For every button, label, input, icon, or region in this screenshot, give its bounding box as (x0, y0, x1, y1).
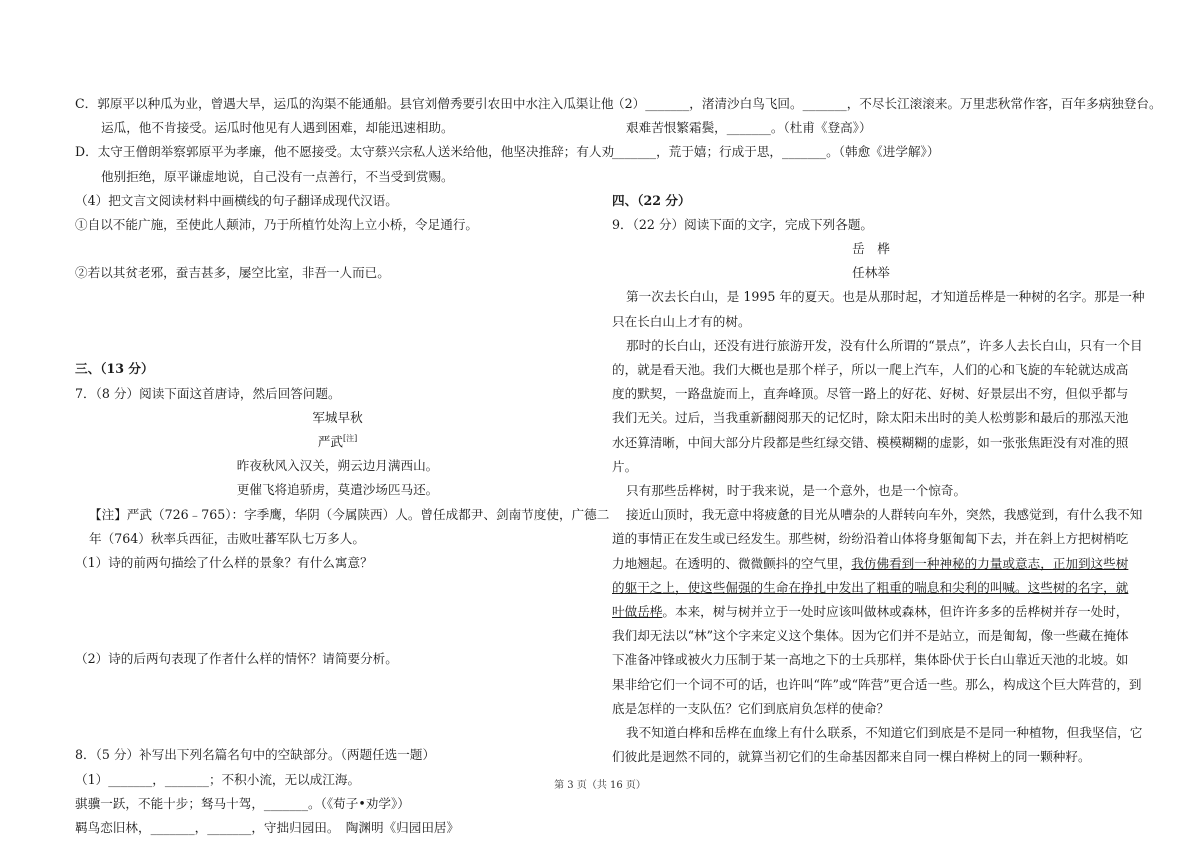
paragraph-2-line4: 我们无关。过后，当我重新翻阅那天的记忆时，除太阳未出时的美人松剪影和最后的那泓天池 (612, 410, 1129, 426)
paragraph-2-line2: 的，就是看天池。我们大概也是那个样子，所以一爬上汽车，人们的心和飞旋的车轮就达成高 (612, 362, 1129, 378)
question-8-1a: 骐骥一跃，不能十步；驽马十驾，_______。（《荀子•劝学》） (75, 795, 410, 811)
section-3-heading: 三、（13 分） (75, 361, 154, 377)
paragraph-2-line1: 那时的长白山，还没有进行旅游开发，没有什么所谓的“景点”，许多人去长白山，只有一个目 (626, 337, 1143, 353)
paragraph-4-line5-plain: 。本来，树与树并立于一处时应该叫做林或森林，但许许多多的岳桦树并存一处时， (662, 604, 1129, 620)
paragraph-2-line6: 片。 (612, 458, 638, 474)
underlined-sentence-part2: 的躯干之上，使这些倔强的生命在挣扎中发出了粗重的喘息和尖利的叫喊。这些树的名字，就 (612, 579, 1129, 595)
poem-note-line2: 年（764）秋率兵西征，击败吐蕃军队七万多人。 (89, 530, 365, 546)
question-8: 8．（5 分）补写出下列名篇名句中的空缺部分。（两题任选一题） (75, 747, 436, 763)
question-8-1: （1）_______，_______；不积小流，无以成江海。 (75, 771, 361, 787)
question-7-1: （1）诗的前两句描绘了什么样的景象？有什么寓意？ (75, 555, 373, 571)
paragraph-4-line3 (612, 552, 1130, 576)
paragraph-4-line7: 下准备冲锋或被火力压制于某一高地之下的士兵那样，集体卧伏于长白山靠近天池的北坡。如 (612, 652, 1129, 668)
poem-note-mark: [注] (342, 433, 358, 443)
poem-author-line (75, 430, 600, 454)
paragraph-2-line5: 水还算清晰，中间大部分片段都是些红绿交错、模模糊糊的虚影，如一张张焦距没有对准的照 (612, 434, 1129, 450)
paragraph-4-line3-plain: 力地翘起。在透明的、微微颤抖的空气里， (612, 555, 852, 571)
poem-title: 军城早秋 (312, 409, 363, 425)
paragraph-5-line1: 我不知道白桦和岳桦在血缘上有什么联系，不知道它们到底是不是同一种植物，但我坚信，它 (626, 725, 1143, 741)
option-c-line1: C．郭原平以种瓜为业，曾遇大旱，运瓜的沟渠不能通船。县官刘僧秀要引农田中水注入瓜渠让他 (75, 96, 614, 111)
question-7: 7．（8 分）阅读下面这首唐诗，然后回答问题。 (75, 385, 341, 401)
underlined-sentence-part3: 叶做岳桦 (612, 604, 663, 620)
question-8-2: （2）_______，渚清沙白鸟飞回。_______，不尽长江滚滚来。万里悲秋常作客，百年多病独登台。 (612, 96, 1162, 111)
right-column (612, 92, 1162, 769)
paragraph-2-line3: 度的默契，一路盘旋而上，直奔峰顶。尽管一路上的好花、好树、好景层出不穷，但似乎都与 (612, 386, 1129, 402)
paragraph-4-line1: 接近山顶时，我无意中将疲惫的目光从嘈杂的人群转向车外，突然，我感觉到，有什么我不知 (626, 507, 1143, 523)
paragraph-1-line1: 第一次去长白山，是 1995 年的夏天。也是从那时起，才知道岳桦是一种树的名字。那是一种 (626, 289, 1145, 305)
poem-author: 严武 (317, 434, 343, 450)
option-c-line2: 运瓜，他不肯接受。运瓜时他见有人遇到困难，却能迅速相助。 (101, 120, 454, 136)
page-footer: 第 3 页（共 16 页） (554, 780, 646, 791)
paragraph-4-line2: 道的事情正在发生或已经发生。那些树，纷纷沿着山体将身躯匍匐下去，并在斜上方把树梢吃 (612, 531, 1129, 547)
question-8-2a: 艰难苦恨繁霜鬓，_______。（杜甫《登高》） (626, 120, 872, 136)
question-4-sentence-1: ①自以不能广施，至使此人颠沛，乃于所植竹处沟上立小桥，令足通行。 (75, 217, 478, 233)
poem-line-2: 更催飞将追骄虏，莫遣沙场匹马还。 (236, 482, 439, 498)
section-4-heading: 四、（22 分） (612, 192, 691, 208)
article-title: 岳 桦 (852, 241, 890, 257)
paragraph-3: 只有那些岳桦树，时于我来说，是一个意外，也是一个惊奇。 (626, 483, 967, 499)
underlined-sentence-part1: 我仿佛看到一种神秘的力量或意志，正加到这些树 (851, 555, 1129, 571)
question-8-2b: _______，荒于嬉；行成于思，_______。（韩愈《进学解》） (612, 144, 940, 160)
question-9: 9．（22 分）阅读下面的文字，完成下列各题。 (612, 216, 874, 232)
poem-line-1: 昨夜秋风入汉关，朔云边月满西山。 (236, 458, 439, 474)
poem-note-line1: 【注】严武（726﹣765）：字季鹰，华阴（今属陕西）人。曾任成都尹、剑南节度使，广德二 (89, 506, 610, 522)
paragraph-4-line6: 我们却无法以“林”这个字来定义这个集体。因为它们并不是站立，而是匍匐，像一些藏在掩体 (612, 628, 1129, 644)
option-d-line1: D．太守王僧朗举察郭原平为孝廉，他不愿接受。太守蔡兴宗私人送米给他，他坚决推辞；有人劝 (75, 144, 615, 160)
question-8-1b: 羁鸟恋旧林，_______，_______，守拙归园田。 陶渊明《归园田居》 (75, 820, 460, 836)
paragraph-4-line5 (612, 600, 1130, 624)
question-4-sentence-2: ②若以其贫老邪，蚕吉甚多，屡空比室，非吾一人而已。 (75, 265, 390, 281)
article-author: 任林举 (852, 265, 890, 281)
paragraph-4-line8: 果非给它们一个词不可的话，也许叫“阵”或“阵营”更合适一些。那么，构成这个巨大阵营的，到 (612, 676, 1142, 692)
question-7-2: （2）诗的后两句表现了作者什么样的情怀？请简要分析。 (75, 651, 398, 667)
question-4: （4）把文言文阅读材料中画横线的句子翻译成现代汉语。 (75, 192, 398, 208)
option-d-line2: 他别拒绝，原平谦虚地说，自己没有一点善行，不当受到赏赐。 (101, 168, 454, 184)
paragraph-5-line2: 们彼此是迥然不同的，就算当初它们的生命基因都来自同一棵白桦树上的同一颗种籽。 (612, 749, 1091, 765)
paragraph-4-line9: 底是怎样的一支队伍？它们到底肩负怎样的使命？ (612, 700, 890, 716)
left-column (75, 92, 615, 840)
paragraph-1-line2: 只在长白山上才有的树。 (612, 313, 751, 329)
